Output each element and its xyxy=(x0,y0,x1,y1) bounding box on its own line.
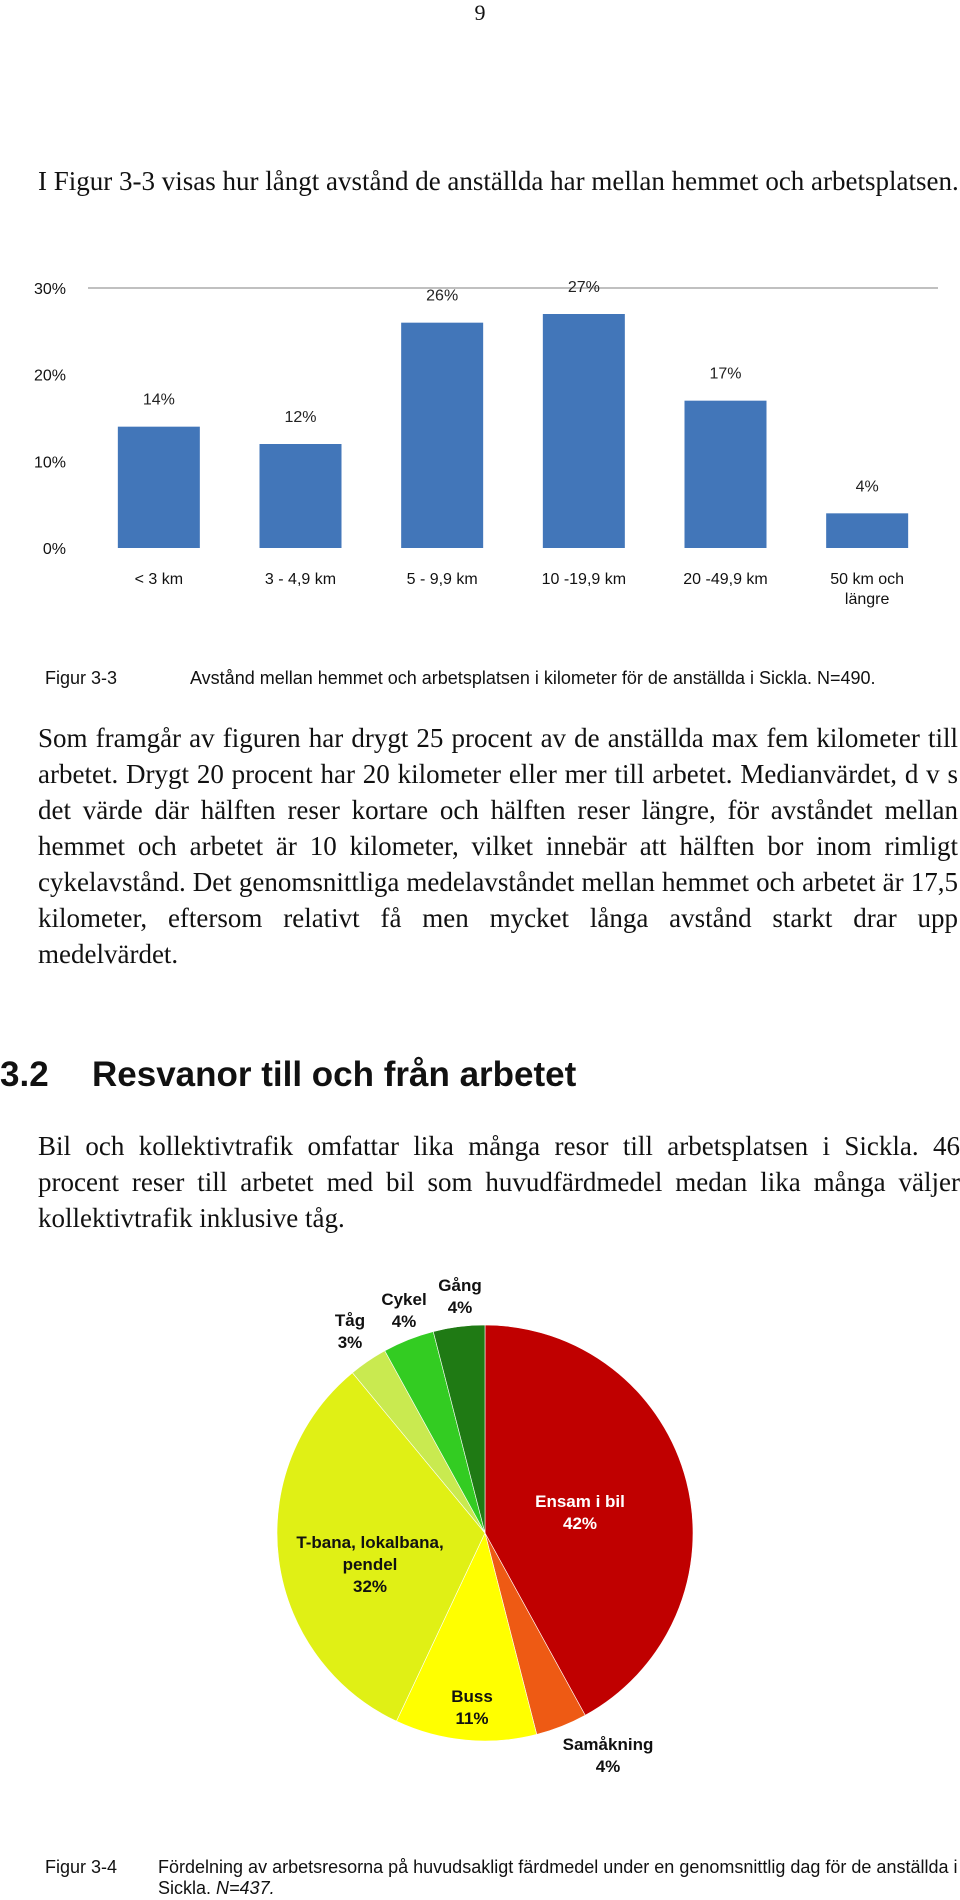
pie-label: 11% xyxy=(455,1709,489,1728)
pie-label: 42% xyxy=(562,1514,598,1533)
intro-paragraph: I Figur 3-3 visas hur långt avstånd de anställda har mellan hemmet och arbetsplatsen. xyxy=(38,166,959,196)
pie-label: 4% xyxy=(595,1757,621,1776)
pie-label: T-bana, lokalbana, xyxy=(296,1533,444,1552)
bar-data-label: 4% xyxy=(855,478,879,496)
pie-label: Ensam i bil xyxy=(535,1492,625,1511)
bar-data-label: 27% xyxy=(567,279,600,296)
x-category-label: 20 -49,9 km xyxy=(683,571,768,588)
bar xyxy=(685,401,767,548)
bar xyxy=(543,314,625,548)
distance-paragraph: Som framgår av figuren har drygt 25 procent av de anställda max fem kilometer till arbetet. Drygt 20 procent har 20 kilometer eller mer till arbetet. Medianvärdet, d v s det värde där hälften reser kortare och hälften reser längre, för avståndet mellan hemmet och arbetet är 10 kilometer, vilket innebär att hälften bor inom rimligt cykelavstånd. Det genomsnittliga medelavståndet mellan hemmet och arbetet är 17,5 kilometer, eftersom relativt få men mycket långa avstånd starkt drar upp medelvärdet. xyxy=(38,723,958,969)
y-tick-label: 0% xyxy=(42,541,66,558)
figure-3-4-caption-n: N=437. xyxy=(216,1878,275,1898)
pie-label: 3% xyxy=(337,1333,363,1352)
pie-label: pendel xyxy=(342,1555,398,1574)
y-tick-label: 30% xyxy=(33,281,66,298)
x-category-label: 5 - 9,9 km xyxy=(406,571,478,588)
pie-label: Gång xyxy=(438,1276,482,1295)
bar-data-label: 14% xyxy=(142,391,175,409)
figure-3-3-caption: Avstånd mellan hemmet och arbetsplatsen i kilometer för de anställda i Sickla. N=490. xyxy=(190,668,876,688)
figure-3-4-caption-text: Fördelning av arbetsresorna på huvudsakligt färdmedel under en genomsnittlig dag för de anställda i Sickla. xyxy=(158,1857,958,1898)
x-category-label: 10 -19,9 km xyxy=(541,571,627,588)
pie-label: Tåg xyxy=(334,1311,366,1330)
bar xyxy=(118,427,200,548)
bar-data-label: 17% xyxy=(709,365,742,383)
bars xyxy=(118,314,908,548)
page-number: 9 xyxy=(474,0,486,25)
pie-label: 4% xyxy=(447,1298,473,1317)
pie-label: Cykel xyxy=(381,1290,427,1309)
pie-label: Buss xyxy=(451,1687,493,1706)
bar xyxy=(260,444,342,548)
bar xyxy=(401,323,483,548)
x-category-label: längre xyxy=(844,591,890,608)
section-title: Resvanor till och från arbetet xyxy=(92,1055,577,1094)
pie-label: Samåkning xyxy=(562,1735,654,1754)
bar-data-label: 12% xyxy=(284,409,317,426)
figure-3-4-caption xyxy=(158,1857,958,1899)
travel-mode-pie-chart xyxy=(0,1260,960,1820)
distance-bar-chart xyxy=(0,270,960,630)
figure-3-3-label: Figur 3-3 xyxy=(45,668,118,688)
y-axis-tick-labels xyxy=(34,281,66,558)
bar xyxy=(826,513,908,548)
travel-mode-paragraph: Bil och kollektivtrafik omfattar lika många resor till arbetsplatsen i Sickla. 46 procent reser till arbetet med bil som huvudfärdmedel medan lika många väljer kollektivtrafik inklusive tåg. xyxy=(38,1131,960,1233)
x-category-label: < 3 km xyxy=(134,571,184,588)
x-axis-category-labels xyxy=(135,571,904,608)
x-category-label: 3 - 4,9 km xyxy=(264,571,337,588)
pie-label: 4% xyxy=(391,1312,417,1331)
section-number: 3.2 xyxy=(0,1055,49,1094)
bar-data-label: 26% xyxy=(426,287,459,305)
pie-label: 32% xyxy=(352,1577,388,1596)
y-tick-label: 10% xyxy=(33,454,66,472)
y-tick-label: 20% xyxy=(33,367,66,385)
bar-data-labels xyxy=(143,279,879,495)
x-category-label: 50 km och xyxy=(830,571,905,588)
figure-3-4-label: Figur 3-4 xyxy=(45,1857,118,1877)
